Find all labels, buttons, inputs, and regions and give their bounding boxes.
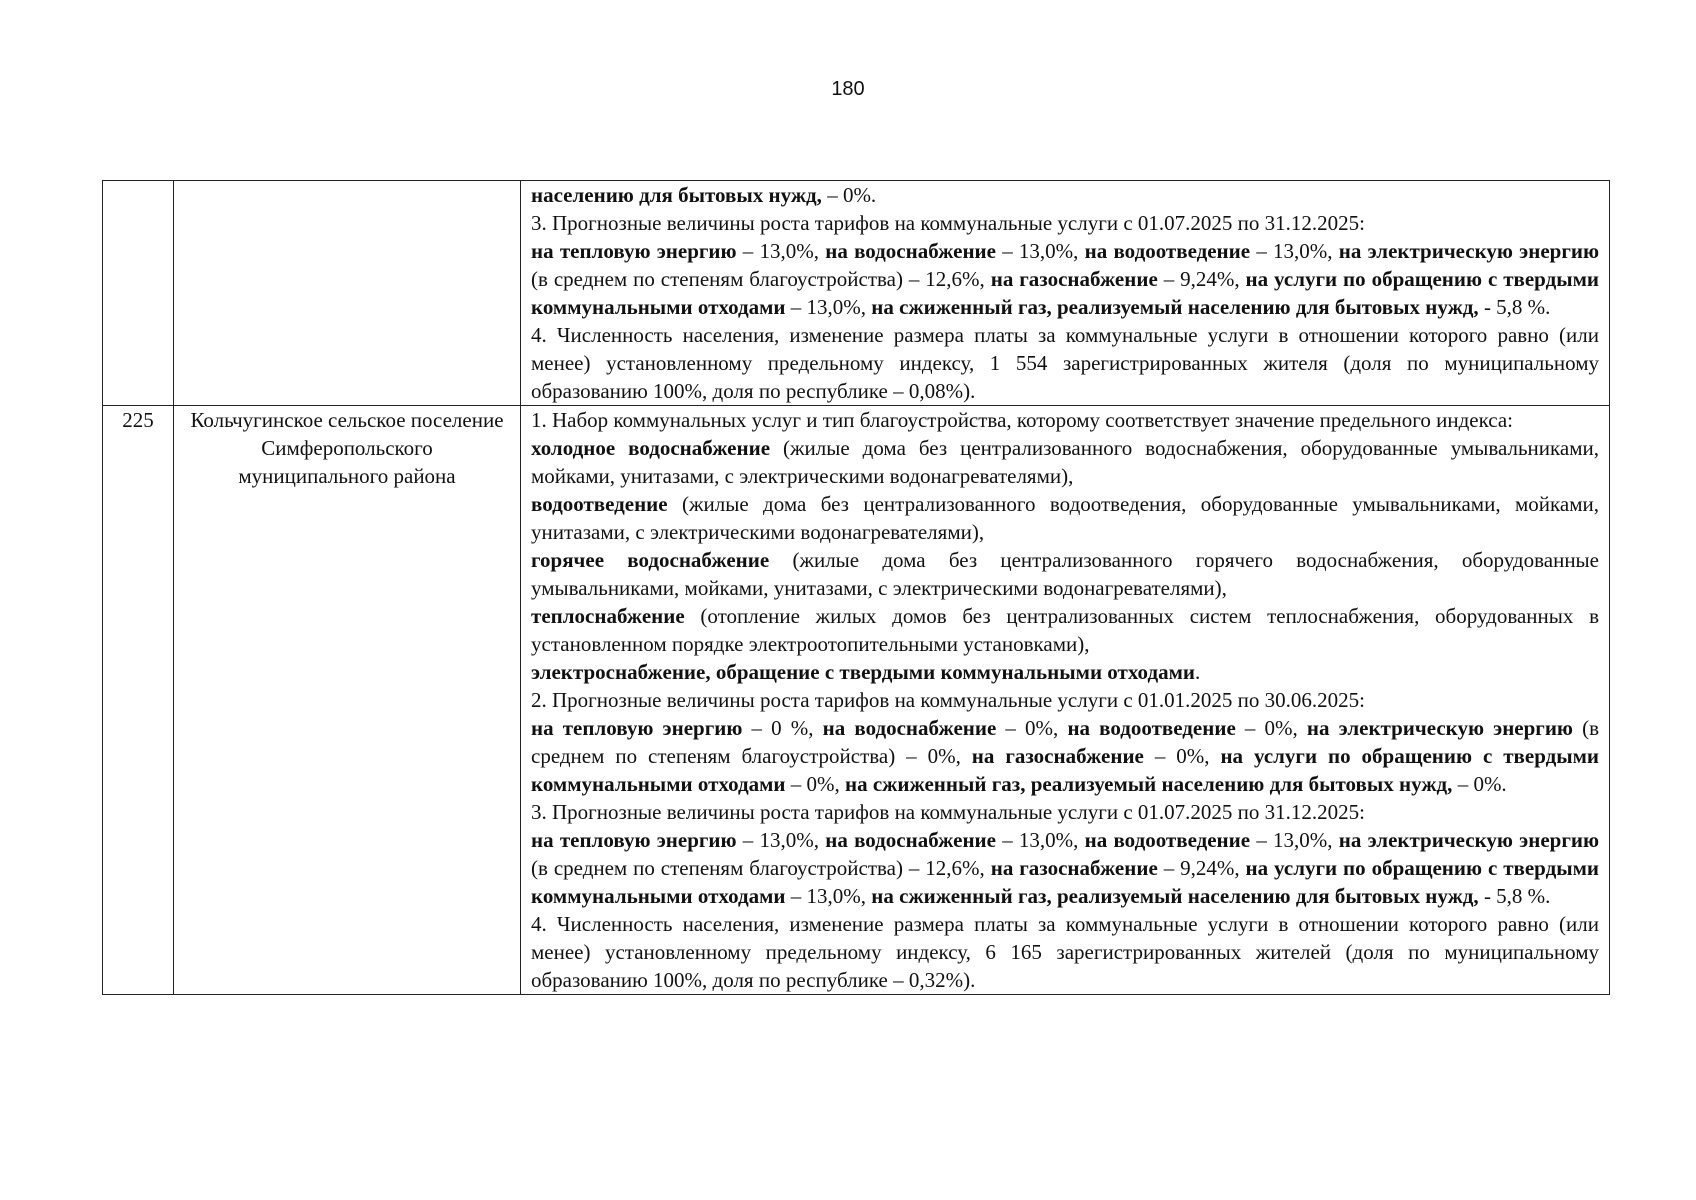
text-run: (жилые дома без централизованного горячего водоснабжения, оборудованные умывальниками, мойками, унитазами, с электрическими водонагревателями), <box>531 548 1599 600</box>
paragraph <box>531 826 1599 910</box>
paragraph <box>531 546 1599 602</box>
text-run: 4. Численность населения, изменение размера платы за коммунальные услуги в отношении которого равно (или менее) установленному предельному индексу, 1 554 зарегистрированных жителя (доля по муниципальному образованию 100%, доля по республике – 0,08%). <box>531 323 1599 403</box>
bold-text-run: на электрическую энергию <box>1338 828 1600 852</box>
paragraph <box>531 181 1599 209</box>
text-run: – 0 %, <box>742 716 823 740</box>
text-run: 4. Численность населения, изменение размера платы за коммунальные услуги в отношении которого равно (или менее) установленному предельному индексу, 6 165 зарегистрированных жителей (доля по муниципальному образованию 100%, доля по республике – 0,32%). <box>531 912 1599 992</box>
bold-text-run: на услуги по обращению с твердыми коммунальными отходами <box>531 856 1600 908</box>
bold-text-run: на газоснабжение <box>990 267 1158 291</box>
text-run: (в среднем по степеням благоустройства) – 12,6%, <box>531 267 991 291</box>
bold-text-run: на газоснабжение <box>971 744 1144 768</box>
text-run: – 13,0%, <box>995 828 1085 852</box>
bold-text-run: холодное водоснабжение <box>531 436 771 460</box>
text-run: – 0%, <box>996 716 1068 740</box>
bold-text-run: на тепловую энергию <box>531 239 737 263</box>
paragraph <box>531 321 1599 405</box>
paragraph <box>531 910 1599 994</box>
text-run: – 13,0%, <box>785 884 872 908</box>
bold-text-run: на электрическую энергию <box>1306 716 1573 740</box>
description-cell <box>521 406 1610 995</box>
text-run: – 13,0%, <box>1250 239 1339 263</box>
municipality-name-cell <box>174 181 521 406</box>
text-run: – 0%, <box>785 772 846 796</box>
bold-text-run: населению для бытовых нужд, <box>531 183 822 207</box>
paragraph <box>531 658 1599 686</box>
tariff-table <box>102 180 1610 995</box>
text-run: – 0%. <box>1452 772 1507 796</box>
text-run: – 9,24%, <box>1157 267 1246 291</box>
row-number-cell: 225 <box>103 406 174 995</box>
text-run: (жилые дома без централизованного водоотведения, оборудованные умывальниками, мойками, унитазами, с электрическими водонагревателями), <box>531 492 1599 544</box>
text-run: - 5,8 %. <box>1478 295 1551 319</box>
bold-text-run: горячее водоснабжение <box>531 548 770 572</box>
paragraph <box>531 490 1599 546</box>
text-run: – 13,0%, <box>785 295 872 319</box>
text-run: – 13,0%, <box>736 239 826 263</box>
text-run: 2. Прогнозные величины роста тарифов на коммунальные услуги с 01.01.2025 по 30.06.2025: <box>531 688 1365 712</box>
municipality-name-cell: Кольчугинское сельское поселение Симферопольского муниципального района <box>174 406 521 995</box>
table-row <box>103 406 1610 995</box>
text-run: – 0%, <box>1143 744 1221 768</box>
text-run: 1. Набор коммунальных услуг и тип благоустройства, которому соответствует значение предельного индекса: <box>531 408 1513 432</box>
bold-text-run: на сжиженный газ, реализуемый населению для бытовых нужд, <box>871 884 1479 908</box>
bold-text-run: на сжиженный газ, реализуемый населению для бытовых нужд, <box>845 772 1453 796</box>
paragraph <box>531 686 1599 714</box>
text-run: – 13,0%, <box>995 239 1085 263</box>
text-run: . <box>1194 660 1201 684</box>
text-run: (отопление жилых домов без централизованных систем теплоснабжения, оборудованных в установленном порядке электроотопительными установками), <box>531 604 1599 656</box>
description-cell <box>521 181 1610 406</box>
bold-text-run: на водоснабжение <box>825 828 996 852</box>
bold-text-run: на газоснабжение <box>990 856 1158 880</box>
bold-text-run: водоотведение <box>531 492 668 516</box>
bold-text-run: на электрическую энергию <box>1338 239 1600 263</box>
paragraph <box>531 602 1599 658</box>
text-run: – 0%. <box>821 183 877 207</box>
paragraph <box>531 237 1599 321</box>
paragraph <box>531 714 1599 798</box>
bold-text-run: электроснабжение, обращение с твердыми коммунальными отходами <box>531 660 1195 684</box>
text-run: - 5,8 %. <box>1478 884 1551 908</box>
bold-text-run: на водоотведение <box>1084 239 1251 263</box>
bold-text-run: на сжиженный газ, реализуемый населению для бытовых нужд, <box>871 295 1479 319</box>
bold-text-run: на водоснабжение <box>825 239 996 263</box>
page-number: 180 <box>831 78 865 100</box>
bold-text-run: теплоснабжение <box>531 604 685 628</box>
paragraph <box>531 406 1599 434</box>
text-run: – 13,0%, <box>1250 828 1339 852</box>
text-run: (в среднем по степеням благоустройства) – 0%, <box>531 716 1600 768</box>
paragraph <box>531 798 1599 826</box>
bold-text-run: на тепловую энергию <box>531 716 743 740</box>
table-row <box>103 181 1610 406</box>
text-run: (жилые дома без централизованного водоснабжения, оборудованные умывальниками, мойками, унитазами, с электрическими водонагревателями), <box>531 436 1599 488</box>
bold-text-run: на водоотведение <box>1067 716 1236 740</box>
text-run: 3. Прогнозные величины роста тарифов на коммунальные услуги с 01.07.2025 по 31.12.2025: <box>531 211 1365 235</box>
paragraph <box>531 434 1599 490</box>
text-run: – 13,0%, <box>736 828 826 852</box>
bold-text-run: на водоснабжение <box>822 716 997 740</box>
text-run: – 9,24%, <box>1157 856 1246 880</box>
text-run: (в среднем по степеням благоустройства) – 12,6%, <box>531 856 991 880</box>
bold-text-run: на услуги по обращению с твердыми коммунальными отходами <box>531 744 1600 796</box>
text-run: 3. Прогнозные величины роста тарифов на коммунальные услуги с 01.07.2025 по 31.12.2025: <box>531 800 1365 824</box>
bold-text-run: на услуги по обращению с твердыми коммунальными отходами <box>531 267 1600 319</box>
paragraph <box>531 209 1599 237</box>
bold-text-run: на тепловую энергию <box>531 828 737 852</box>
row-number-cell <box>103 181 174 406</box>
bold-text-run: на водоотведение <box>1084 828 1251 852</box>
text-run: – 0%, <box>1235 716 1307 740</box>
